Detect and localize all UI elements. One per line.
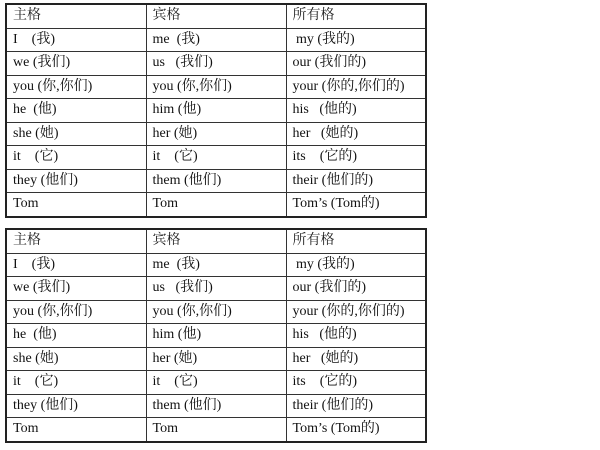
cell-object: us (我们) <box>146 277 286 301</box>
cell-object: me (我) <box>146 28 286 52</box>
cell-possessive: his (他的) <box>286 324 426 348</box>
table-row <box>6 169 426 193</box>
cell-subject: it (它) <box>6 146 146 170</box>
cell-subject: Tom <box>6 418 146 442</box>
header-cell-object: 宾格 <box>146 4 286 28</box>
cell-possessive: her (她的) <box>286 122 426 146</box>
cell-subject: they (他们) <box>6 169 146 193</box>
cell-possessive: Tom’s (Tom的) <box>286 193 426 217</box>
cell-possessive: your (你的,你们的) <box>286 300 426 324</box>
cell-subject: she (她) <box>6 347 146 371</box>
cell-object: them (他们) <box>146 394 286 418</box>
cell-subject: Tom <box>6 193 146 217</box>
cell-possessive: Tom’s (Tom的) <box>286 418 426 442</box>
cell-object: it (它) <box>146 146 286 170</box>
table-row <box>6 418 426 442</box>
cell-subject: he (他) <box>6 324 146 348</box>
cell-possessive: its (它的) <box>286 371 426 395</box>
cell-object: her (她) <box>146 122 286 146</box>
cell-subject: I (我) <box>6 28 146 52</box>
header-row <box>6 4 426 28</box>
cell-subject: they (他们) <box>6 394 146 418</box>
cell-possessive: our (我们的) <box>286 52 426 76</box>
cell-possessive: his (他的) <box>286 99 426 123</box>
table-row <box>6 394 426 418</box>
cell-object: it (它) <box>146 371 286 395</box>
cell-object: us (我们) <box>146 52 286 76</box>
header-cell-possessive: 所有格 <box>286 229 426 253</box>
cell-object: him (他) <box>146 324 286 348</box>
table-row <box>6 324 426 348</box>
table-row <box>6 277 426 301</box>
cell-subject: we (我们) <box>6 277 146 301</box>
cell-possessive: our (我们的) <box>286 277 426 301</box>
cell-object: him (他) <box>146 99 286 123</box>
table-row <box>6 146 426 170</box>
pronoun-table-bottom <box>5 228 427 443</box>
cell-possessive: my (我的) <box>286 28 426 52</box>
cell-possessive: her (她的) <box>286 347 426 371</box>
table-row <box>6 75 426 99</box>
table-row <box>6 122 426 146</box>
table-row <box>6 28 426 52</box>
cell-object: them (他们) <box>146 169 286 193</box>
cell-possessive: their (他们的) <box>286 169 426 193</box>
cell-possessive: its (它的) <box>286 146 426 170</box>
cell-subject: you (你,你们) <box>6 300 146 324</box>
cell-object: you (你,你们) <box>146 75 286 99</box>
cell-subject: she (她) <box>6 122 146 146</box>
cell-object: her (她) <box>146 347 286 371</box>
table-row <box>6 193 426 217</box>
cell-object: you (你,你们) <box>146 300 286 324</box>
cell-subject: we (我们) <box>6 52 146 76</box>
cell-subject: it (它) <box>6 371 146 395</box>
pronoun-table-top <box>5 3 427 218</box>
header-cell-object: 宾格 <box>146 229 286 253</box>
cell-subject: I (我) <box>6 253 146 277</box>
table-row <box>6 300 426 324</box>
cell-subject: you (你,你们) <box>6 75 146 99</box>
header-row <box>6 229 426 253</box>
cell-possessive: your (你的,你们的) <box>286 75 426 99</box>
header-cell-subject: 主格 <box>6 229 146 253</box>
cell-possessive: their (他们的) <box>286 394 426 418</box>
cell-possessive: my (我的) <box>286 253 426 277</box>
cell-object: me (我) <box>146 253 286 277</box>
table-row <box>6 253 426 277</box>
table-row <box>6 347 426 371</box>
header-cell-possessive: 所有格 <box>286 4 426 28</box>
table-row <box>6 52 426 76</box>
table-row <box>6 99 426 123</box>
cell-object: Tom <box>146 418 286 442</box>
cell-object: Tom <box>146 193 286 217</box>
header-cell-subject: 主格 <box>6 4 146 28</box>
cell-subject: he (他) <box>6 99 146 123</box>
table-row <box>6 371 426 395</box>
